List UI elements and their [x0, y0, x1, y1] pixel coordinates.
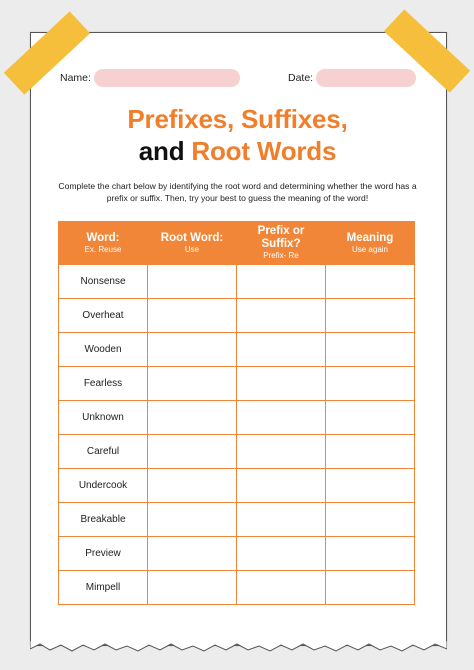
column-example: Use [184, 244, 200, 254]
name-label: Name: [60, 72, 91, 84]
word-cell: Nonsense [59, 265, 148, 299]
column-title: Word: [86, 231, 120, 244]
prefix-suffix-cell[interactable] [237, 469, 326, 503]
root-word-cell[interactable] [148, 571, 237, 605]
table-header-row [59, 222, 415, 265]
title-line-2 [30, 136, 445, 167]
column-header-root-word [148, 222, 237, 265]
table-row [59, 299, 415, 333]
root-word-cell[interactable] [148, 469, 237, 503]
root-word-cell[interactable] [148, 401, 237, 435]
prefix-suffix-cell[interactable] [237, 435, 326, 469]
meaning-cell[interactable] [326, 469, 415, 503]
prefix-suffix-cell[interactable] [237, 537, 326, 571]
meaning-cell[interactable] [326, 265, 415, 299]
date-field[interactable] [316, 69, 416, 87]
meaning-cell[interactable] [326, 367, 415, 401]
word-cell: Preview [59, 537, 148, 571]
prefix-suffix-cell[interactable] [237, 367, 326, 401]
root-word-cell[interactable] [148, 333, 237, 367]
root-word-cell[interactable] [148, 503, 237, 537]
prefix-suffix-cell[interactable] [237, 503, 326, 537]
word-chart-table [58, 221, 415, 605]
instructions-text: Complete the chart below by identifying the root word and determining whether the word has a prefix or suffix. Then, try your best to guess the meaning of the word! [58, 181, 417, 203]
word-cell: Fearless [59, 367, 148, 401]
title-line-1: Prefixes, Suffixes, [127, 104, 348, 134]
root-word-cell[interactable] [148, 265, 237, 299]
meaning-cell[interactable] [326, 299, 415, 333]
meaning-cell[interactable] [326, 537, 415, 571]
word-cell: Mimpell [59, 571, 148, 605]
meaning-cell[interactable] [326, 401, 415, 435]
table-row [59, 367, 415, 401]
name-field[interactable] [94, 69, 240, 87]
prefix-suffix-cell[interactable] [237, 333, 326, 367]
table-row [59, 435, 415, 469]
root-word-cell[interactable] [148, 537, 237, 571]
table-row [59, 503, 415, 537]
meaning-cell[interactable] [326, 333, 415, 367]
word-cell: Careful [59, 435, 148, 469]
title-root-words: Root Words [191, 136, 337, 166]
title-and: and [138, 136, 185, 166]
table-row [59, 333, 415, 367]
column-example: Ex. Reuse [84, 244, 122, 254]
date-label: Date: [288, 72, 314, 84]
column-title: Prefix or Suffix? [257, 225, 305, 250]
meaning-cell[interactable] [326, 503, 415, 537]
word-cell: Wooden [59, 333, 148, 367]
word-cell: Overheat [59, 299, 148, 333]
table-row [59, 571, 415, 605]
prefix-suffix-cell[interactable] [237, 265, 326, 299]
root-word-cell[interactable] [148, 299, 237, 333]
word-cell: Undercook [59, 469, 148, 503]
column-example: Prefix- Re [263, 251, 299, 260]
table-row [59, 537, 415, 571]
column-header-meaning [326, 222, 415, 265]
torn-paper-edge [30, 641, 447, 655]
word-cell: Breakable [59, 503, 148, 537]
column-header-word [59, 222, 148, 265]
column-title: Root Word: [160, 231, 224, 244]
prefix-suffix-cell[interactable] [237, 299, 326, 333]
root-word-cell[interactable] [148, 367, 237, 401]
column-example: Use again [351, 244, 389, 254]
prefix-suffix-cell[interactable] [237, 401, 326, 435]
meaning-cell[interactable] [326, 435, 415, 469]
column-header-prefix-suffix [237, 222, 326, 265]
word-cell: Unknown [59, 401, 148, 435]
table-row [59, 265, 415, 299]
prefix-suffix-cell[interactable] [237, 571, 326, 605]
table-row [59, 401, 415, 435]
table-row [59, 469, 415, 503]
root-word-cell[interactable] [148, 435, 237, 469]
column-title: Meaning [346, 231, 394, 244]
meaning-cell[interactable] [326, 571, 415, 605]
